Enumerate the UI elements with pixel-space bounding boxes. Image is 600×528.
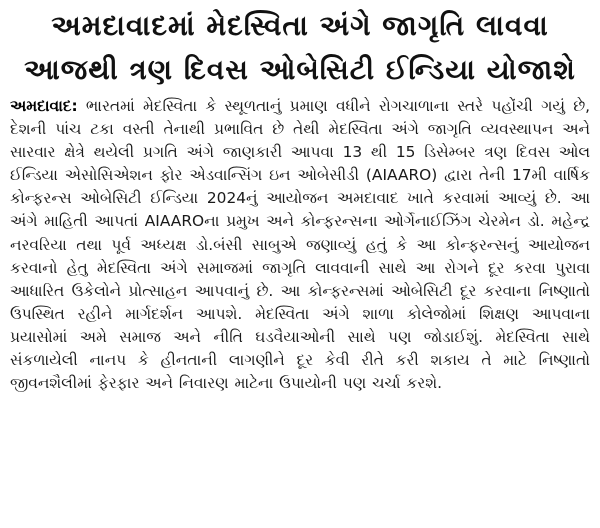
article-headline: [10, 4, 590, 92]
headline-line-2: આજથી ત્રણ દિવસ ઓબેસિટી ઈન્ડિયા યોજાશે: [24, 53, 576, 86]
article-dateline: અમદાવાદ:: [10, 97, 78, 115]
article-body-text: ભારતમાં મેદસ્વિતા કે સ્થૂળતાનું પ્રમાણ વધીને રોગચાળાના સ્તરે પહોંચી ગયું છે, દેશની પાંચ ટકા વસ્તી તેનાથી પ્રભાવિત છે તેથી મેદસ્વિતા અંગે જાગૃતિ વ્યવસ્થાપન અને સારવાર ક્ષેત્રે થયેલી પ્રગતિ અંગે જાણકારી આપવા 13 થી 15 ડિસેમ્બર ત્રણ દિવસ ઓલ ઈન્ડિયા એસોસિએશન ફોર એડવાન્સિંગ ઇન ઓબેસીડી (AIAARO) દ્વારા તેની 17મી વાર્ષિક કોન્ફરન્સ ઓબેસિટી ઈન્ડિયા 2024નું આયોજન અમદાવાદ ખાતે કરવામાં આવ્યું છે. આ અંગે માહિતી આપતાં AIAAROના પ્રમુખ અને કોન્ફરન્સના ઓર્ગેનાઈઝિંગ ચેરમેન ડો. મહેન્દ્ર નરવરિયા તથા પૂર્વ અધ્યક્ષ ડો.બંસી સાબુએ જણાવ્યું હતું કે આ કોન્ફરન્સનું આયોજન કરવાનો હેતુ મેદસ્વિતા અંગે સમાજમાં જાગૃતિ લાવવાની સાથે આ રોગને દૂર કરવા પુરાવા આધારિત ઉકેલોને પ્રોત્સાહન આપવાનું છે. આ કોન્ફરન્સમાં ઓબેસિટી દૂર કરવાના નિષ્ણાતો ઉપસ્થિત રહીને માર્ગદર્શન આપશે. મેદસ્વિતા અંગે શાળા કોલેજોમાં શિક્ષણ આપવાના પ્રયાસોમાં અમે સમાજ અને નીતિ ઘડવૈયાઓની સાથે પણ જોડાઈશું. મેદસ્વિતા સાથે સંકળાયેલી નાનપ કે હીનતાની લાગણીને દૂર કેવી રીતે કરી શકાય તે માટે નિષ્ણાતો જીવનશૈલીમાં ફેરફાર અને નિવારણ માટેના ઉપાયોની પણ ચર્ચા કરશે.: [10, 97, 590, 393]
headline-line-1: અમદાવાદમાં મેદસ્વિતા અંગે જાગૃતિ લાવવા: [51, 9, 549, 42]
article-body: [10, 95, 590, 395]
